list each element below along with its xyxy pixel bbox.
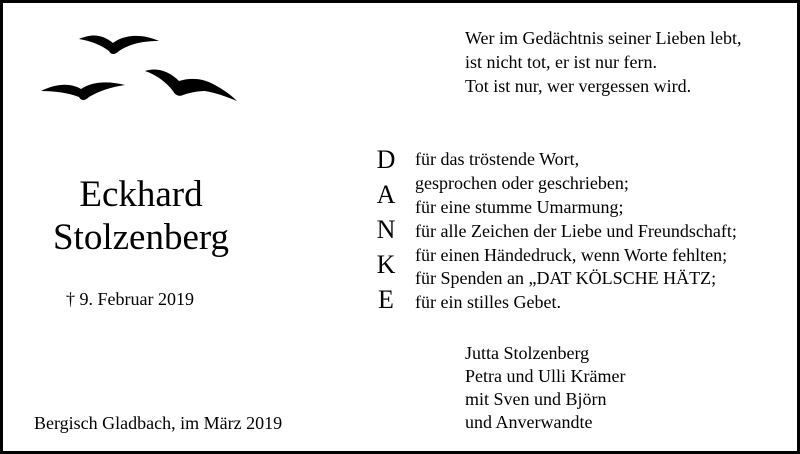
signature-line: Petra und Ulli Krämer [465,366,626,386]
quote-line: ist nicht tot, er ist nur fern. [465,52,657,72]
thanks-line: für eine stumme Umarmung; [415,197,624,217]
bird-icon [79,36,159,54]
signature-line: Jutta Stolzenberg [465,343,590,363]
danke-letter: A [376,180,396,209]
signature-line: mit Sven und Björn [465,389,607,409]
danke-letter: D [376,145,396,174]
death-date: † 9. Februar 2019 [66,289,194,309]
thanks-line: für Spenden an „DAT KÖLSCHE HÄTZ; [415,268,717,288]
quote-line: Wer im Gedächtnis seiner Lieben lebt, [465,28,742,48]
quote-line: Tot ist nur, wer vergessen wird. [465,76,692,96]
bird-icon [41,82,125,100]
signature-line: und Anverwandte [465,412,593,432]
thanks-line: für einen Händedruck, wenn Worte fehlten; [415,245,728,265]
thanks-line: gesprochen oder geschrieben; [415,173,629,193]
danke-letter: N [376,215,396,244]
danke-letter: K [376,250,396,279]
deceased-last-name: Stolzenberg [52,217,230,258]
danke-letter: E [378,285,394,314]
thanks-line: für alle Zeichen der Liebe und Freundschaft; [415,221,737,241]
bird-icon [145,69,237,101]
flying-birds-icon [33,21,248,111]
deceased-first-name: Eckhard [79,174,203,215]
thanks-line: für ein stilles Gebet. [415,292,561,312]
deceased-name [3,173,279,259]
place-date: Bergisch Gladbach, im März 2019 [34,413,283,433]
thanks-line: für das tröstende Wort, [415,149,580,169]
